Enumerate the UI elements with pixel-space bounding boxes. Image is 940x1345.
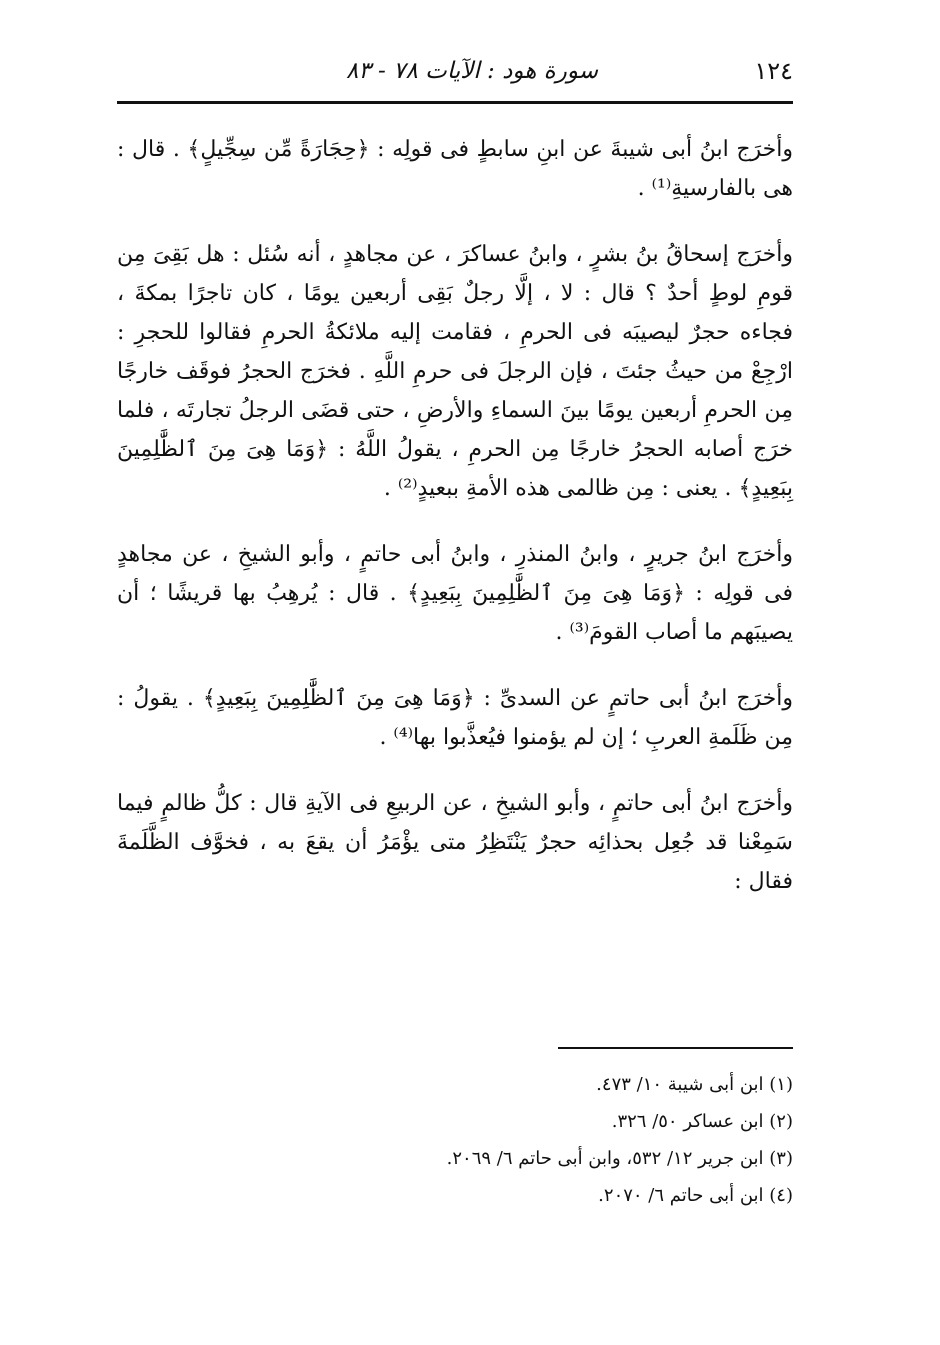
running-title: سورة هود : الآيات ٧٨ - ٨٣ [346,58,598,84]
page-number: ١٢٤ [754,57,793,85]
paragraph-al-rabi: وأخرَج ابنُ أبى حاتمٍ ، وأبو الشيخِ ، عن الربيعِ فى الآيةِ قال : كلُّ ظالمٍ فيما سَمِعْنا قد جُعِل بحذائِه حجرٌ يَنْتَظِرُ متى يؤْمَرُ أن يقعَ به ، فخوَّف الظَّلَمةَ فقال : [117,791,793,894]
footnote-3: (٣) ابن جرير ١٢/ ٥٣٢، وابن أبى حاتم ٦/ ٢٠٦٩. [446,1148,793,1169]
footnote-1: (١) ابن أبى شيبة ١٠/ ٤٧٣. [596,1074,793,1095]
paragraph-ibn-jarir: وأخرَج ابنُ جريرٍ ، وابنُ المنذرِ ، وابنُ أبى حاتمٍ ، وأبو الشيخِ ، عن مجاهدٍ فى قولِه : ﴿وَمَا هِىَ مِنَ ٱلظَّٰلِمِينَ بِبَعِيدٍ﴾ . قال : يُرهِبُ بها قريشًا ؛ أن يصيبَهم ما أصاب القومَ⁽³⁾ . [117,542,793,645]
main-text [117,130,793,901]
footnotes [117,1066,793,1214]
footnote-4: (٤) ابن أبى حاتم ٦/ ٢٠٧٠. [598,1185,793,1206]
paragraph-ibn-abi-shaybah: وأخرَج ابنُ أبى شيبةَ عن ابنِ سابطٍ فى قولِه : ﴿حِجَارَةً مِّن سِجِّيلٍ﴾ . قال : هى بالفارسيةِ⁽¹⁾ . [117,137,793,201]
paragraph-al-suddi: وأخرَج ابنُ أبى حاتمٍ عن السدىِّ : ﴿وَمَا هِىَ مِنَ ٱلظَّٰلِمِينَ بِبَعِيدٍ﴾ . يقولُ : مِن ظَلَمةِ العربِ ؛ إن لم يؤمنوا فيُعذَّبوا بها⁽⁴⁾ . [117,686,793,750]
footnote-2: (٢) ابن عساكر ٥٠/ ٣٢٦. [611,1111,793,1132]
header-divider [117,101,793,104]
footnote-divider [558,1047,793,1049]
paragraph-ishaq-ibn-bishr: وأخرَج إسحاقُ بنُ بشرٍ ، وابنُ عساكرَ ، عن مجاهدٍ ، أنه سُئل : هل بَقِىَ مِن قومِ لوطٍ أحدٌ ؟ قال : لا ، إلَّا رجلٌ بَقِى أربعين يومًا ، كان تاجرًا بمكةَ ، فجاءه حجرٌ ليصيبَه فى الحرمِ ، فقامت إليه ملائكةُ الحرمِ فقالوا للحجرِ : ارْجِعْ من حيثُ جئتَ ، فإن الرجلَ فى حرمِ اللَّهِ . فخرَج الحجرُ فوقَف خارجًا مِن الحرمِ أربعين يومًا بينَ السماءِ والأرضِ ، حتى قضَى الرجلُ تجارتَه ، فلما خرَج أصابه الحجرُ خارجًا مِن الحرمِ ، يقولُ اللَّهُ : ﴿وَمَا هِىَ مِنَ ٱلظَّٰلِمِينَ بِبَعِيدٍ﴾ . يعنى : مِن ظالمى هذه الأمةِ ببعيدٍ⁽²⁾ . [117,242,793,501]
page-header [117,52,793,96]
